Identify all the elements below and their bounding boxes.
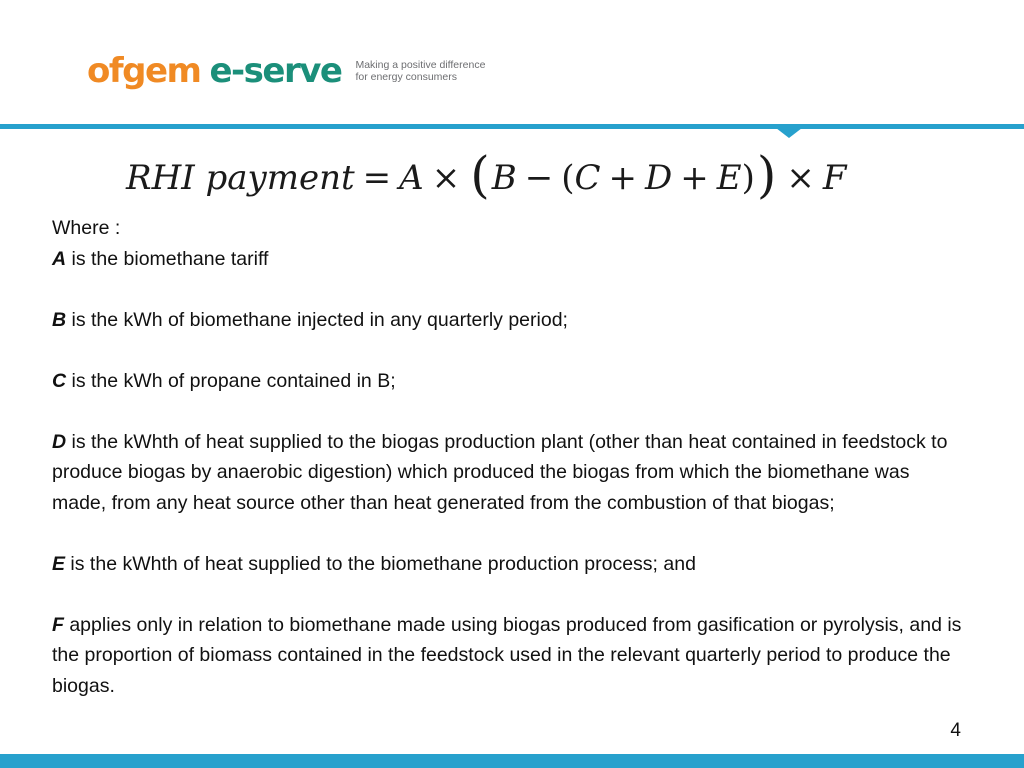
formula-open-paren-outer: ( (470, 146, 490, 204)
formula-minus: − (524, 158, 554, 198)
formula-var-a: A (399, 158, 424, 198)
ofgem-eserve-logo (87, 46, 485, 96)
rhi-payment-formula (126, 148, 906, 208)
definition-f (52, 610, 962, 702)
footer-bar (0, 754, 1024, 768)
variable-d: D (52, 430, 67, 453)
formula-var-e: E (716, 158, 742, 198)
definition-a-text: is the biomethane tariff (66, 247, 269, 270)
definition-d-text: is the kWhth of heat supplied to the biogas production plant (other than heat contained in feedstock to produce biogas by anaerobic digestion) which produced the biogas from which the biomethane was made, from any heat source other than heat generated from the combustion of that biogas; (52, 430, 948, 514)
header-divider-notch (776, 128, 802, 138)
variable-b: B (52, 308, 67, 331)
definitions-body (52, 213, 962, 701)
definition-e (52, 549, 962, 580)
definition-b (52, 305, 962, 336)
formula-equals: = (362, 158, 392, 198)
header-divider (0, 124, 1024, 129)
tagline-line-2: for energy consumers (355, 71, 457, 83)
variable-a: A (52, 247, 67, 270)
definition-f-text: applies only in relation to biomethane made using biogas produced from gasification or pyrolysis, and is the proportion of biomass contained in the feedstock used in the relevant quarterly period to produce the biogas. (52, 613, 962, 697)
formula-var-c: C (574, 158, 601, 198)
definition-a-block (52, 213, 962, 274)
definition-a (52, 244, 962, 275)
formula-close-paren-inner: ) (741, 158, 755, 198)
formula-plus-1: + (608, 158, 638, 198)
variable-f: F (52, 613, 64, 636)
definition-d (52, 427, 962, 519)
definition-b-text: is the kWh of biomethane injected in any quarterly period; (66, 308, 568, 331)
formula-close-paren-outer: ) (756, 146, 777, 204)
variable-e: E (52, 552, 66, 575)
definition-c (52, 366, 962, 397)
where-label: Where : (52, 217, 121, 239)
definition-c-text: is the kWh of propane contained in B; (66, 369, 396, 392)
logo-ofgem-text: ofgem (87, 51, 201, 91)
page-number: 4 (950, 720, 961, 741)
formula-var-b: B (491, 158, 517, 198)
formula-var-f: F (822, 158, 847, 198)
logo-tagline (355, 59, 485, 83)
logo-eserve-text: e-serve (209, 51, 342, 91)
tagline-line-1: Making a positive difference (355, 59, 486, 71)
formula-times-2: × (786, 158, 815, 198)
formula-lhs: RHI payment (126, 158, 355, 198)
formula-open-paren-inner: ( (561, 158, 575, 198)
variable-c: C (52, 369, 67, 392)
definition-e-text: is the kWhth of heat supplied to the biomethane production process; and (65, 552, 696, 575)
formula-var-d: D (645, 158, 673, 198)
formula-times-1: × (431, 158, 461, 198)
formula-plus-2: + (680, 158, 709, 198)
